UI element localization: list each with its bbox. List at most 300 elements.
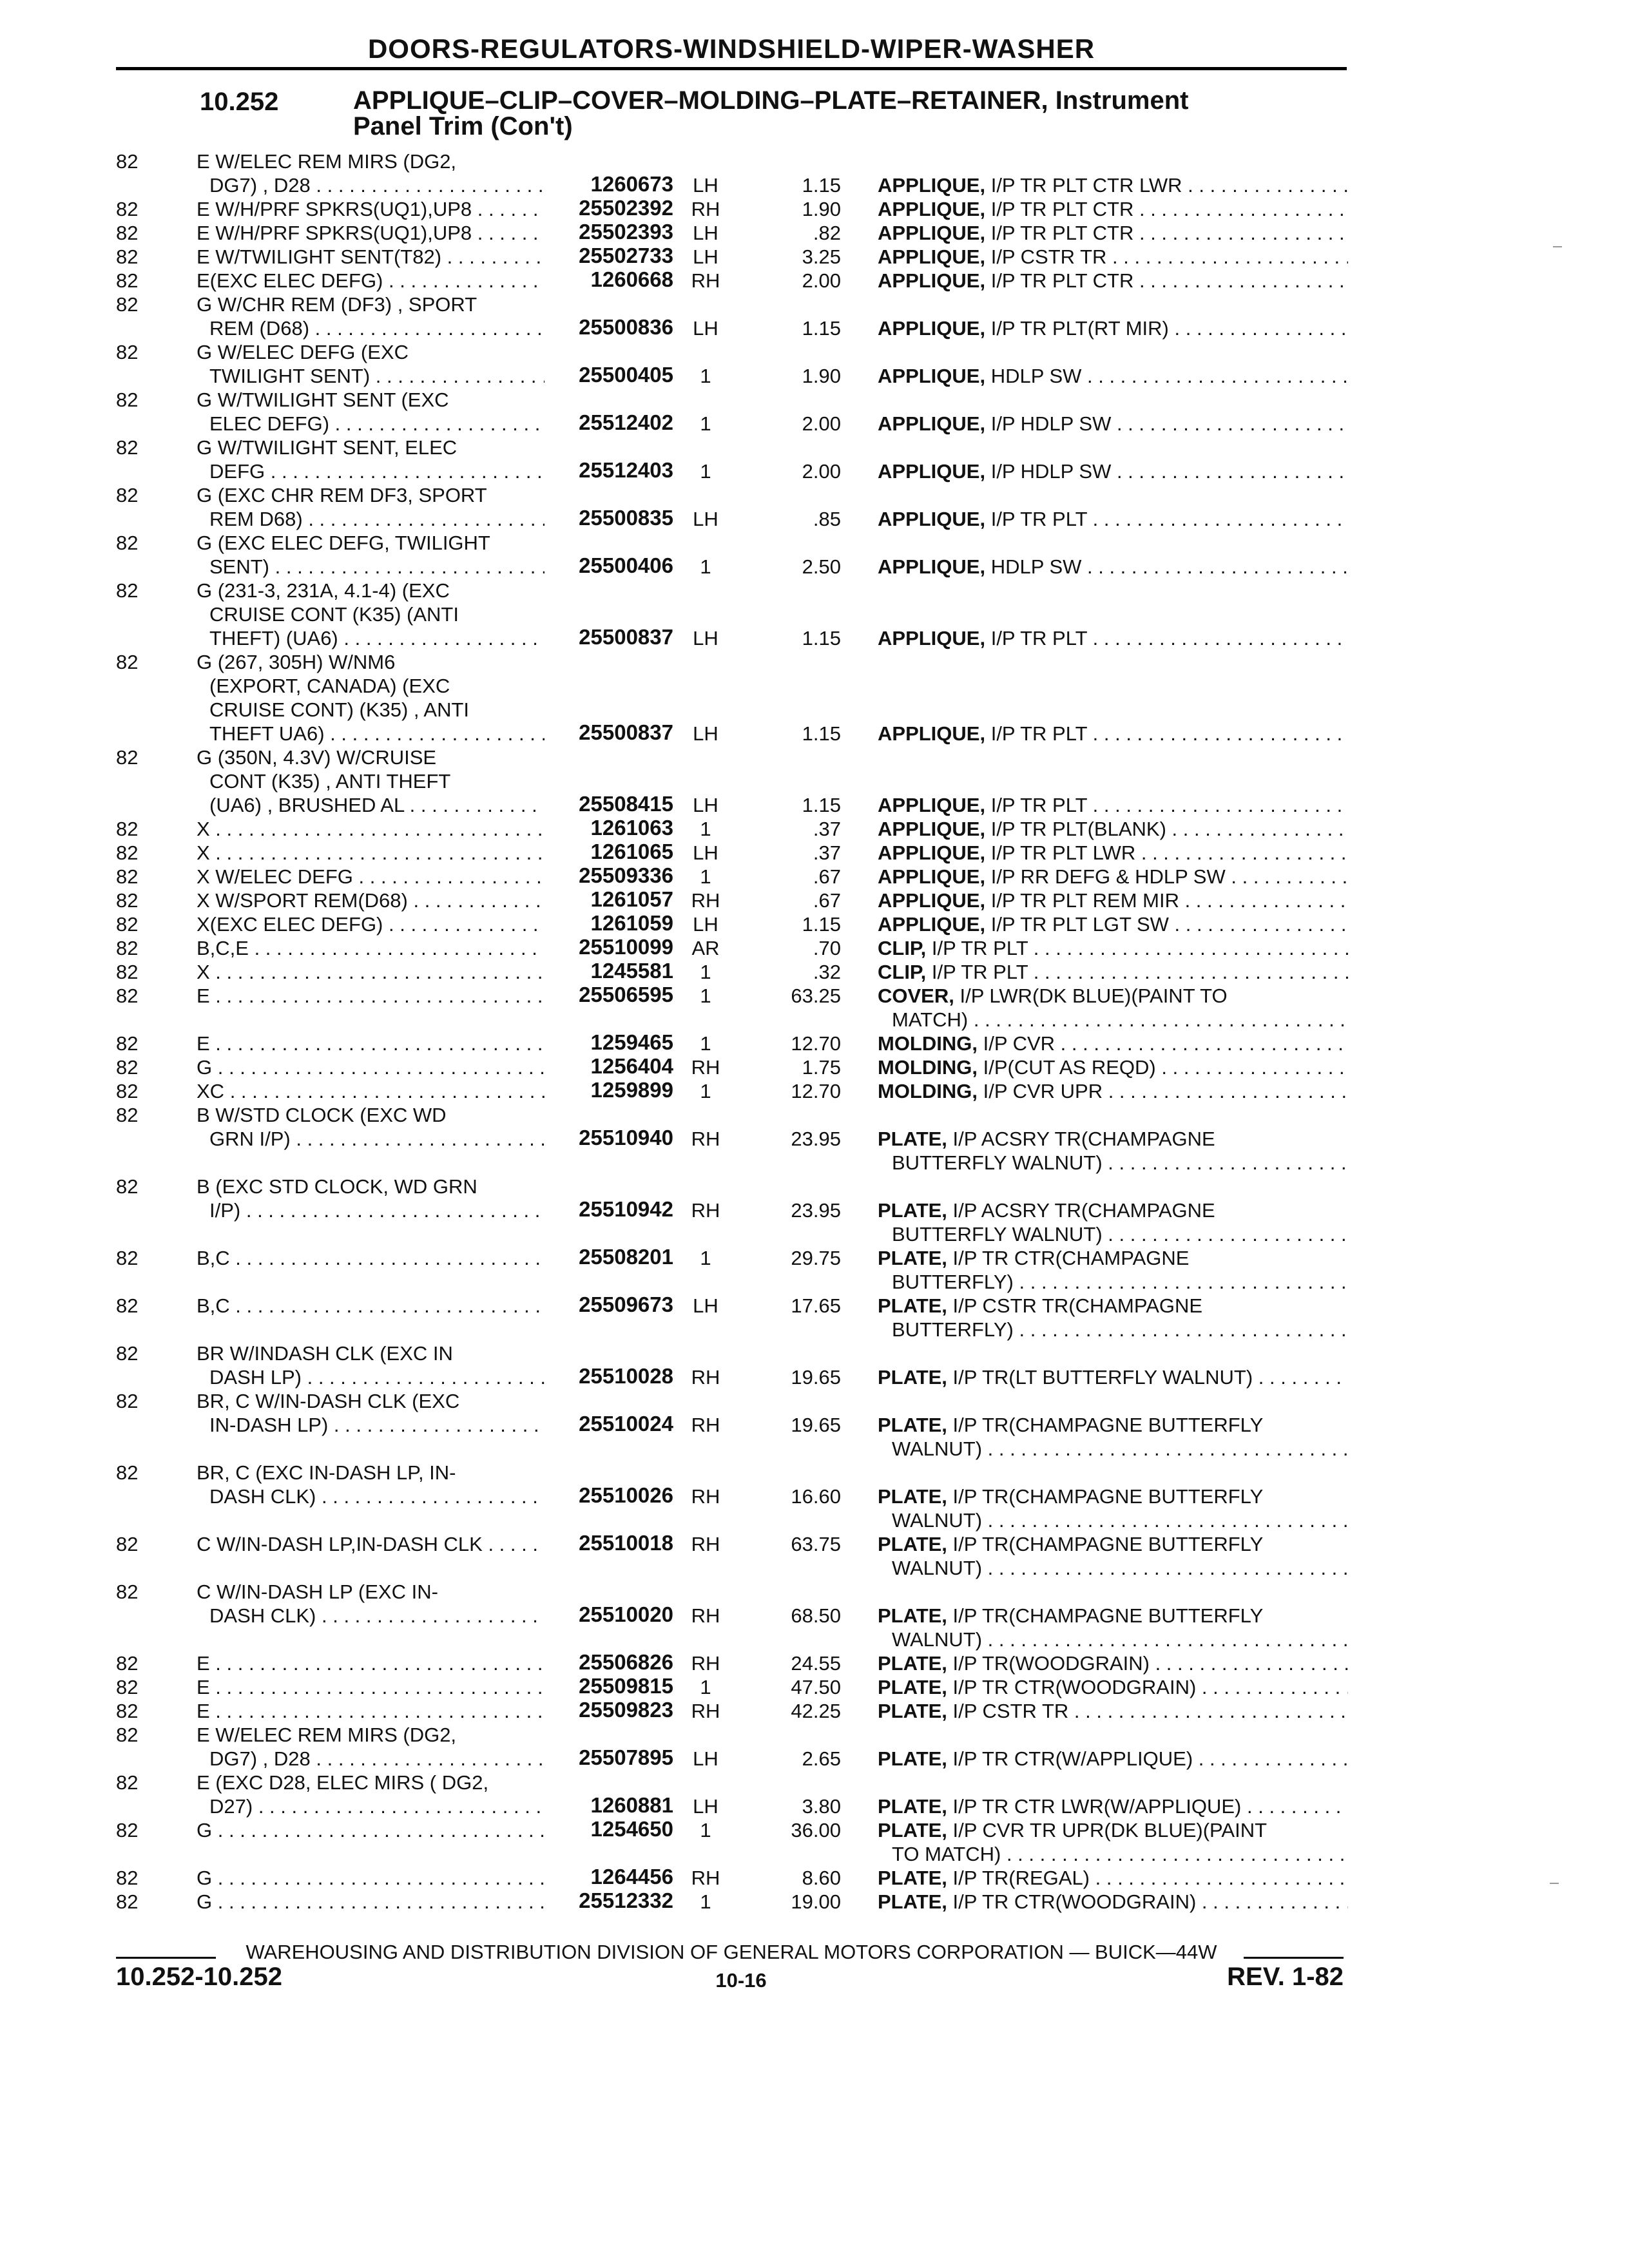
quantity: RH	[691, 1414, 720, 1436]
quantity: 1	[700, 1890, 711, 1913]
part-number: 25500405	[579, 363, 673, 387]
quantity: 1	[700, 1080, 711, 1102]
quantity: LH	[693, 1294, 718, 1317]
usage-description	[197, 865, 545, 889]
part-name-line: WALNUT) . . .	[878, 1437, 1348, 1461]
part-number: 1261059	[590, 911, 673, 935]
ref-code: 82	[116, 1533, 139, 1555]
part-name	[878, 459, 1348, 483]
part-number: 25510024	[579, 1412, 673, 1436]
ref-code: 82	[116, 484, 139, 506]
part-number: 25512403	[579, 458, 673, 482]
ref-code: 82	[116, 1771, 139, 1794]
usage-line: CRUISE CONT (K35) (ANTI	[209, 603, 459, 626]
price: 17.65	[791, 1294, 841, 1317]
part-number: 25508415	[579, 792, 673, 816]
price: .32	[813, 961, 841, 983]
usage-line: BR, C W/IN-DASH CLK (EXC	[197, 1390, 460, 1412]
part-number: 1261063	[590, 816, 673, 840]
ref-code: 82	[116, 865, 139, 888]
usage-description	[197, 531, 545, 579]
part-name-line: APPLIQUE, I/P CSTR TR . . .	[878, 245, 1348, 269]
usage-description	[197, 579, 545, 650]
part-name	[878, 1699, 1348, 1723]
part-name	[878, 960, 1348, 984]
quantity: RH	[691, 1199, 720, 1222]
price: 1.15	[802, 913, 841, 936]
ref-code: 82	[116, 1867, 139, 1889]
part-name-line: PLATE, I/P TR(CHAMPAGNE BUTTERFLY	[878, 1604, 1264, 1627]
price: 1.15	[802, 794, 841, 816]
part-number: 25512332	[579, 1888, 673, 1912]
quantity: 1	[700, 460, 711, 483]
usage-description	[197, 912, 545, 936]
usage-line: G (EXC ELEC DEFG, TWILIGHT	[197, 532, 490, 554]
part-name-line: PLATE, I/P TR(CHAMPAGNE BUTTERFLY	[878, 1533, 1264, 1555]
usage-description	[197, 1389, 545, 1437]
price: 1.15	[802, 627, 841, 649]
part-name-line: PLATE, I/P TR CTR LWR(W/APPLIQUE) . . .	[878, 1794, 1348, 1818]
part-name-line: PLATE, I/P ACSRY TR(CHAMPAGNE	[878, 1128, 1215, 1150]
part-number: 25500837	[579, 625, 673, 649]
price: 3.25	[802, 245, 841, 268]
price: 2.65	[802, 1747, 841, 1770]
part-number: 1259899	[590, 1078, 673, 1102]
part-name	[878, 1365, 1348, 1389]
ref-code: 82	[116, 1819, 139, 1841]
quantity: AR	[691, 937, 720, 959]
part-name	[878, 1890, 1348, 1914]
usage-description	[197, 817, 545, 841]
part-number: 1264456	[590, 1865, 673, 1888]
usage-line: REM (D68) . . .	[197, 316, 545, 340]
part-name-line: WALNUT) . . .	[878, 1508, 1348, 1532]
ref-code: 82	[116, 913, 139, 936]
part-name	[878, 197, 1348, 221]
usage-line: E W/TWILIGHT SENT(T82) . . .	[197, 245, 545, 269]
part-number: 1260881	[590, 1793, 673, 1817]
price: .82	[813, 222, 841, 244]
usage-description	[197, 1675, 545, 1699]
usage-line: DASH CLK) . . .	[197, 1604, 545, 1628]
part-number: 1260673	[590, 172, 673, 196]
ref-code: 82	[116, 1056, 139, 1079]
price: 29.75	[791, 1247, 841, 1269]
ref-code: 82	[116, 1390, 139, 1412]
price: 19.00	[791, 1890, 841, 1913]
footer-division: WAREHOUSING AND DISTRIBUTION DIVISION OF GENERAL MOTORS CORPORATION — BUICK—44W	[246, 1941, 1217, 1963]
part-number: 25509673	[579, 1293, 673, 1316]
usage-description	[197, 1723, 545, 1771]
part-name	[878, 1866, 1348, 1890]
quantity: LH	[693, 841, 718, 864]
usage-description	[197, 1294, 545, 1318]
usage-line: BR, C (EXC IN-DASH LP, IN-	[197, 1461, 456, 1484]
part-name-line: PLATE, I/P CSTR TR . . .	[878, 1699, 1348, 1723]
part-name-line: TO MATCH) . . .	[878, 1842, 1348, 1866]
quantity: LH	[693, 508, 718, 530]
quantity: RH	[691, 1366, 720, 1389]
price: 19.65	[791, 1414, 841, 1436]
price: 1.90	[802, 198, 841, 220]
part-name	[878, 984, 1348, 1032]
part-name	[878, 245, 1348, 269]
ref-code: 82	[116, 1342, 139, 1365]
part-name-line: APPLIQUE, I/P TR PLT LWR . . .	[878, 841, 1348, 865]
part-number: 1245581	[590, 959, 673, 983]
part-name-line: BUTTERFLY) . . .	[878, 1318, 1348, 1341]
part-name-line: APPLIQUE, I/P TR PLT REM MIR . . .	[878, 889, 1348, 912]
part-number: 25512402	[579, 410, 673, 434]
price: 47.50	[791, 1676, 841, 1698]
part-name-line: APPLIQUE, I/P TR PLT . . .	[878, 793, 1348, 817]
part-number: 1259465	[590, 1030, 673, 1054]
usage-description	[197, 841, 545, 865]
usage-line: G . . .	[197, 1818, 545, 1842]
price: 63.75	[791, 1533, 841, 1555]
part-name	[878, 1246, 1348, 1294]
part-name	[878, 626, 1348, 650]
price: 36.00	[791, 1819, 841, 1841]
part-name-line: MOLDING, I/P CVR UPR . . .	[878, 1079, 1348, 1103]
usage-line: G W/CHR REM (DF3) , SPORT	[197, 293, 477, 316]
usage-line: TWILIGHT SENT) . . .	[197, 364, 545, 388]
price: .67	[813, 889, 841, 912]
part-number: 25510099	[579, 935, 673, 959]
part-name	[878, 912, 1348, 936]
part-name-line: APPLIQUE, HDLP SW . . .	[878, 555, 1348, 579]
usage-description	[197, 1341, 545, 1389]
part-number: 25509336	[579, 863, 673, 887]
part-number: 1254650	[590, 1817, 673, 1841]
price: 12.70	[791, 1032, 841, 1055]
ref-code: 82	[116, 579, 139, 602]
part-number: 25510028	[579, 1364, 673, 1388]
part-name	[878, 1413, 1348, 1461]
usage-line: G (267, 305H) W/NM6	[197, 651, 396, 673]
part-name	[878, 1079, 1348, 1103]
part-name-line: CLIP, I/P TR PLT . . .	[878, 936, 1348, 960]
ref-code: 82	[116, 222, 139, 244]
part-name	[878, 507, 1348, 531]
price: .67	[813, 865, 841, 888]
quantity: LH	[693, 245, 718, 268]
usage-line: G W/TWILIGHT SENT, ELEC	[197, 436, 458, 459]
quantity: 1	[700, 555, 711, 578]
usage-line: G (231-3, 231A, 4.1-4) (EXC	[197, 579, 450, 602]
usage-line: B,C . . .	[197, 1246, 545, 1270]
usage-description	[197, 149, 545, 197]
part-number: 25507895	[579, 1745, 673, 1769]
usage-line: E . . .	[197, 1651, 545, 1675]
quantity: LH	[693, 1795, 718, 1818]
usage-line: X . . .	[197, 817, 545, 841]
usage-line: E (EXC D28, ELEC MIRS ( DG2,	[197, 1771, 489, 1794]
part-name-line: MATCH) . . .	[878, 1008, 1348, 1032]
revision-label: REV. 1-82	[1227, 1963, 1344, 1991]
part-name	[878, 793, 1348, 817]
part-number: 25508201	[579, 1245, 673, 1269]
price: 2.00	[802, 269, 841, 292]
ref-code: 82	[116, 961, 139, 983]
part-name	[878, 221, 1348, 245]
ref-code: 82	[116, 341, 139, 363]
usage-description	[197, 1866, 545, 1890]
part-number: 25502392	[579, 196, 673, 220]
usage-description	[197, 197, 545, 221]
part-number: 25500837	[579, 720, 673, 744]
usage-line: DG7) , D28 . . .	[197, 1747, 545, 1771]
ref-code: 82	[116, 1724, 139, 1746]
usage-description	[197, 1532, 545, 1556]
part-number: 25510018	[579, 1531, 673, 1555]
usage-line: C W/IN-DASH LP (EXC IN-	[197, 1581, 438, 1603]
part-name	[878, 1675, 1348, 1699]
part-name	[878, 1818, 1348, 1866]
section-title-line1: APPLIQUE–CLIP–COVER–MOLDING–PLATE–RETAINER, Instrument	[353, 86, 1189, 115]
quantity: RH	[691, 1533, 720, 1555]
page-title: DOORS-REGULATORS-WINDSHIELD-WIPER-WASHER	[367, 34, 1095, 64]
price: 12.70	[791, 1080, 841, 1102]
usage-line: G (350N, 4.3V) W/CRUISE	[197, 746, 437, 769]
usage-description	[197, 436, 545, 483]
quantity: 1	[700, 1819, 711, 1841]
part-number: 25500835	[579, 506, 673, 530]
quantity: 1	[700, 1247, 711, 1269]
usage-line: E(EXC ELEC DEFG) . . .	[197, 269, 545, 293]
quantity: LH	[693, 722, 718, 745]
part-name-line: PLATE, I/P CVR TR UPR(DK BLUE)(PAINT	[878, 1819, 1268, 1841]
usage-line: THEFT UA6) . . .	[197, 722, 545, 745]
part-name	[878, 173, 1348, 197]
ref-code: 82	[116, 841, 139, 864]
part-number: 1261057	[590, 887, 673, 911]
quantity: 1	[700, 961, 711, 983]
part-name-line: PLATE, I/P TR(CHAMPAGNE BUTTERFLY	[878, 1485, 1264, 1508]
quantity: LH	[693, 1747, 718, 1770]
part-name	[878, 1651, 1348, 1675]
part-name-line: APPLIQUE, I/P TR PLT(RT MIR) . . .	[878, 316, 1348, 340]
ref-code: 82	[116, 985, 139, 1007]
quantity: RH	[691, 1700, 720, 1722]
part-number: 1260668	[590, 267, 673, 291]
part-name-line: APPLIQUE, I/P HDLP SW . . .	[878, 412, 1348, 436]
scan-speck	[1550, 1883, 1559, 1884]
part-name-line: PLATE, I/P TR(LT BUTTERFLY WALNUT) . . .	[878, 1365, 1348, 1389]
part-name-line: PLATE, I/P TR(CHAMPAGNE BUTTERFLY	[878, 1414, 1264, 1436]
part-name	[878, 841, 1348, 865]
quantity: 1	[700, 412, 711, 435]
usage-line: BR W/INDASH CLK (EXC IN	[197, 1342, 453, 1365]
part-name	[878, 364, 1348, 388]
usage-line: X . . .	[197, 960, 545, 984]
part-name-line: PLATE, I/P TR CTR(CHAMPAGNE	[878, 1247, 1190, 1269]
usage-description	[197, 1890, 545, 1914]
part-name-line: APPLIQUE, I/P TR PLT LGT SW . . .	[878, 912, 1348, 936]
usage-description	[197, 1079, 545, 1103]
usage-description	[197, 1055, 545, 1079]
ref-code: 82	[116, 1890, 139, 1913]
usage-line: X W/SPORT REM(D68) . . .	[197, 889, 545, 912]
ref-code: 82	[116, 1700, 139, 1722]
ref-code: 82	[116, 150, 139, 173]
part-name-line: APPLIQUE, I/P TR PLT . . .	[878, 722, 1348, 745]
part-name	[878, 817, 1348, 841]
usage-line: CRUISE CONT) (K35) , ANTI	[209, 698, 470, 721]
usage-line: IN-DASH LP) . . .	[197, 1413, 545, 1437]
ref-code: 82	[116, 1676, 139, 1698]
quantity: RH	[691, 889, 720, 912]
part-number: 25510026	[579, 1483, 673, 1507]
quantity: 1	[700, 865, 711, 888]
usage-description	[197, 984, 545, 1008]
part-name	[878, 1794, 1348, 1818]
usage-description	[197, 269, 545, 293]
price: .37	[813, 841, 841, 864]
ref-code: 82	[116, 1652, 139, 1675]
price: 1.15	[802, 174, 841, 197]
ref-code: 82	[116, 1175, 139, 1198]
quantity: LH	[693, 794, 718, 816]
usage-description	[197, 388, 545, 436]
usage-line: X(EXC ELEC DEFG) . . .	[197, 912, 545, 936]
usage-line: B (EXC STD CLOCK, WD GRN	[197, 1175, 477, 1198]
part-name	[878, 1747, 1348, 1771]
usage-description	[197, 1818, 545, 1842]
usage-line: CONT (K35) , ANTI THEFT	[209, 770, 451, 793]
part-name-line: BUTTERFLY WALNUT) . . .	[878, 1151, 1348, 1175]
part-name	[878, 722, 1348, 745]
ref-code: 82	[116, 269, 139, 292]
usage-line: DASH LP) . . .	[197, 1365, 545, 1389]
usage-description	[197, 1103, 545, 1151]
usage-line: E W/H/PRF SPKRS(UQ1),UP8 . . .	[197, 197, 545, 221]
part-number: 25509823	[579, 1698, 673, 1722]
quantity: RH	[691, 269, 720, 292]
part-name-line: PLATE, I/P TR CTR(W/APPLIQUE) . . .	[878, 1747, 1348, 1771]
usage-line: (EXPORT, CANADA) (EXC	[209, 675, 450, 697]
price: 42.25	[791, 1700, 841, 1722]
part-name-line: BUTTERFLY) . . .	[878, 1270, 1348, 1294]
price: 23.95	[791, 1128, 841, 1150]
usage-description	[197, 221, 545, 245]
part-name-line: APPLIQUE, I/P TR PLT CTR . . .	[878, 269, 1348, 293]
part-number: 25500406	[579, 553, 673, 577]
usage-line: E W/ELEC REM MIRS (DG2,	[197, 1724, 457, 1746]
part-number: 25506595	[579, 983, 673, 1006]
price: 19.65	[791, 1366, 841, 1389]
usage-description	[197, 1246, 545, 1270]
usage-description	[197, 936, 545, 960]
price: 1.15	[802, 317, 841, 340]
ref-code: 82	[116, 746, 139, 769]
part-number: 1256404	[590, 1054, 673, 1078]
section-title-line2: Panel Trim (Con't)	[353, 112, 573, 140]
ref-code: 82	[116, 245, 139, 268]
quantity: 1	[700, 365, 711, 387]
price: 2.50	[802, 555, 841, 578]
usage-line: SENT) . . .	[197, 555, 545, 579]
part-name-line: PLATE, I/P ACSRY TR(CHAMPAGNE	[878, 1199, 1215, 1222]
ref-code: 82	[116, 818, 139, 840]
usage-line: G W/TWILIGHT SENT (EXC	[197, 389, 449, 411]
usage-line: X W/ELEC DEFG . . .	[197, 865, 545, 889]
ref-code: 82	[116, 293, 139, 316]
part-name	[878, 1127, 1348, 1175]
quantity: RH	[691, 1485, 720, 1508]
quantity: LH	[693, 174, 718, 197]
usage-line: ELEC DEFG) . . .	[197, 412, 545, 436]
part-name-line: APPLIQUE, I/P TR PLT CTR LWR . . .	[878, 173, 1348, 197]
usage-description	[197, 1699, 545, 1723]
part-name	[878, 1055, 1348, 1079]
price: 8.60	[802, 1867, 841, 1889]
part-name-line: PLATE, I/P CSTR TR(CHAMPAGNE	[878, 1294, 1203, 1317]
usage-description	[197, 1580, 545, 1628]
usage-line: X . . .	[197, 841, 545, 865]
part-name-line: PLATE, I/P TR CTR(WOODGRAIN) . . .	[878, 1675, 1348, 1699]
part-name-line: APPLIQUE, I/P TR PLT(BLANK) . . .	[878, 817, 1348, 841]
usage-line: REM D68) . . .	[197, 507, 545, 531]
usage-description	[197, 1032, 545, 1055]
price: .85	[813, 508, 841, 530]
part-name-line: APPLIQUE, I/P TR PLT CTR . . .	[878, 197, 1348, 221]
part-name	[878, 269, 1348, 293]
price: 24.55	[791, 1652, 841, 1675]
quantity: LH	[693, 317, 718, 340]
usage-description	[197, 483, 545, 531]
usage-line: GRN I/P) . . .	[197, 1127, 545, 1151]
part-name	[878, 1485, 1348, 1532]
price: 23.95	[791, 1199, 841, 1222]
usage-description	[197, 340, 545, 388]
ref-code: 82	[116, 1581, 139, 1603]
usage-line: G . . .	[197, 1890, 545, 1914]
price: .70	[813, 937, 841, 959]
usage-line: G (EXC CHR REM DF3, SPORT	[197, 484, 487, 506]
usage-description	[197, 1651, 545, 1675]
part-name	[878, 1604, 1348, 1651]
price: 2.00	[802, 460, 841, 483]
ref-code: 82	[116, 436, 139, 459]
quantity: RH	[691, 1604, 720, 1627]
usage-line: D27) . . .	[197, 1794, 545, 1818]
part-name-line: APPLIQUE, HDLP SW . . .	[878, 364, 1348, 388]
usage-description	[197, 245, 545, 269]
part-name-line: APPLIQUE, I/P TR PLT CTR . . .	[878, 221, 1348, 245]
part-name-line: COVER, I/P LWR(DK BLUE)(PAINT TO	[878, 985, 1228, 1007]
quantity: 1	[700, 818, 711, 840]
ref-code: 82	[116, 1080, 139, 1102]
price: .37	[813, 818, 841, 840]
part-name	[878, 555, 1348, 579]
price: 3.80	[802, 1795, 841, 1818]
quantity: 1	[700, 985, 711, 1007]
ref-code: 82	[116, 1461, 139, 1484]
part-name-line: APPLIQUE, I/P TR PLT . . .	[878, 507, 1348, 531]
part-name-line: PLATE, I/P TR CTR(WOODGRAIN) . . .	[878, 1890, 1348, 1914]
usage-line: E . . .	[197, 1699, 545, 1723]
footer-section-range: 10.252-10.252	[116, 1963, 283, 1991]
usage-line: E W/H/PRF SPKRS(UQ1),UP8 . . .	[197, 221, 545, 245]
part-name-line: APPLIQUE, I/P RR DEFG & HDLP SW . . .	[878, 865, 1348, 889]
usage-line: DASH CLK) . . .	[197, 1485, 545, 1508]
usage-line: E . . .	[197, 1032, 545, 1055]
ref-code: 82	[116, 1032, 139, 1055]
page-number: 10-16	[715, 1969, 767, 1992]
usage-description	[197, 293, 545, 340]
part-number: 25502393	[579, 220, 673, 244]
